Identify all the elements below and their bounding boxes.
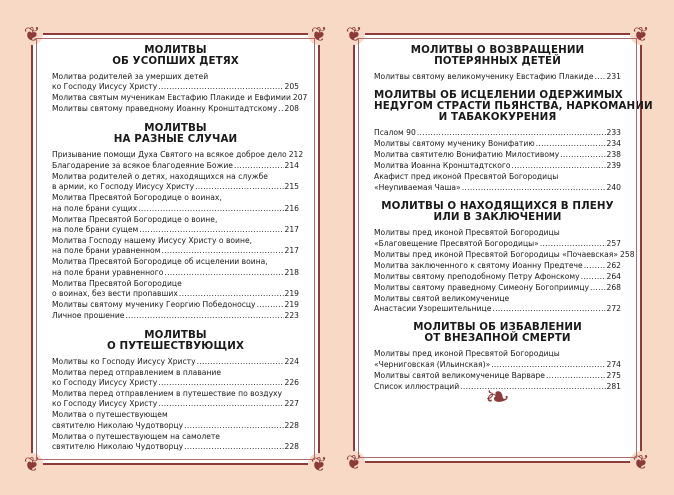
heading-line: И ТАБАКОКУРЕНИЯ xyxy=(438,111,557,124)
entry-title: Молитвы святому мученику Вонифатию xyxy=(374,139,535,149)
heading-line: МОЛИТВЫ xyxy=(144,121,207,134)
toc-entry[interactable] xyxy=(52,72,299,93)
dot-leader xyxy=(595,72,606,82)
entry-row xyxy=(52,161,299,171)
entry-row xyxy=(374,183,621,193)
entry-title: Благодарение за всякое благодеяние Божие xyxy=(52,160,233,170)
entry-title: Молитвы святой великомученице Варваре xyxy=(374,370,545,380)
section-heading xyxy=(374,322,621,344)
page-number: 216 xyxy=(284,203,299,213)
dot-leader xyxy=(138,204,283,214)
toc-section xyxy=(374,89,653,193)
entry-title: Молитва заключенного к святому Иоанну Предтече xyxy=(374,260,583,270)
entry-title: Молитва святым мученикам Евстафию Плакиде и Евфимии xyxy=(52,93,291,103)
toc-entry[interactable] xyxy=(52,161,299,171)
dot-leader xyxy=(590,283,606,293)
entry-title-line: Молитва о путешествующем на самолете xyxy=(52,431,220,441)
entry-title-line: Молитва родителей о детях, находящихся на службе xyxy=(52,171,268,181)
entry-row xyxy=(52,442,299,452)
entry-title: Псалом 90 xyxy=(374,128,416,138)
right-page xyxy=(345,22,653,474)
dot-leader xyxy=(512,161,606,171)
toc-section xyxy=(52,44,308,115)
toc-entry[interactable] xyxy=(374,272,621,282)
entry-row xyxy=(52,204,299,214)
corner-ornament-icon: ❦ xyxy=(343,451,365,473)
entry-row xyxy=(374,72,621,82)
entry-title-line: Молитва Пресвятой Богородице об исцелении воина, xyxy=(52,257,268,267)
heading-line: О ПУТЕШЕСТВУЮЩИХ xyxy=(107,339,244,352)
dot-leader xyxy=(492,304,605,314)
entry-row xyxy=(374,261,621,271)
heading-line: МОЛИТВЫ xyxy=(144,328,207,341)
toc-entry[interactable] xyxy=(52,432,299,453)
dot-leader xyxy=(560,150,605,160)
page-number: 217 xyxy=(284,246,299,256)
entry-row xyxy=(374,283,621,293)
entry-row xyxy=(52,357,299,367)
dot-leader xyxy=(158,378,283,388)
toc-entry[interactable] xyxy=(374,150,621,160)
page-number: 262 xyxy=(606,260,621,270)
entry-title-line: Акафист пред иконой Пресвятой Богородицы xyxy=(374,172,559,182)
toc-section xyxy=(52,330,299,453)
entry-title: «Благовещение Пресвятой Богородицы» xyxy=(374,238,539,248)
toc-entry[interactable] xyxy=(52,357,299,367)
heading-line: ИЛИ В ЗАКЛЮЧЕНИИ xyxy=(433,211,562,224)
toc-entry[interactable] xyxy=(52,236,299,257)
entry-title: Молитвы святому преподобному Петру Афонскому xyxy=(374,271,580,281)
toc-entry[interactable] xyxy=(52,257,299,278)
page-number: 239 xyxy=(606,161,621,171)
entry-row xyxy=(52,246,299,256)
heading-line: НА РАЗНЫЕ СЛУЧАИ xyxy=(113,132,238,145)
toc-entry[interactable] xyxy=(52,368,299,389)
page-number: 208 xyxy=(284,104,299,114)
page-number: 207 xyxy=(292,93,308,103)
entry-row xyxy=(374,249,635,260)
toc-entry[interactable] xyxy=(374,128,621,138)
corner-ornament-icon: ❦ xyxy=(308,23,330,45)
dot-leader xyxy=(164,268,283,278)
dot-leader xyxy=(536,139,606,149)
entry-row xyxy=(374,304,621,314)
dot-leader xyxy=(195,182,283,192)
toc-entry[interactable] xyxy=(374,228,621,249)
dot-leader xyxy=(125,311,283,321)
entry-title: Личное прошение xyxy=(52,311,125,321)
toc-section xyxy=(374,45,621,82)
section-heading xyxy=(374,89,653,124)
heading-line: НЕДУГОМ СТРАСТИ ПЬЯНСТВА, НАРКОМАНИИ xyxy=(374,100,653,113)
dot-leader xyxy=(161,246,283,256)
page-number: 219 xyxy=(284,300,299,310)
toc-entry[interactable] xyxy=(52,193,299,214)
entry-title-line: Молитва перед отправлением в плавание xyxy=(52,367,222,377)
toc-entry[interactable] xyxy=(374,249,635,260)
toc-right xyxy=(374,41,653,400)
dot-leader xyxy=(197,357,284,367)
page-number: 218 xyxy=(284,267,299,277)
entry-row xyxy=(52,82,299,92)
entry-title: Молитвы святому великомученику Евстафию Плакиде xyxy=(374,72,594,81)
dot-leader xyxy=(417,128,606,138)
entry-title: Молитвы святому праведному Иоанну Кронштадтскому xyxy=(52,104,278,114)
dot-leader xyxy=(139,225,283,235)
heading-line: ОТ ВНЕЗАПНОЙ СМЕРТИ xyxy=(424,332,571,345)
toc-entry[interactable] xyxy=(374,349,621,370)
entry-row xyxy=(374,272,621,282)
page-number: 212 xyxy=(288,149,304,159)
entry-title: Анастасии Узорешительнице xyxy=(374,304,492,314)
toc-left xyxy=(52,41,308,461)
toc-entry[interactable] xyxy=(52,279,299,300)
entry-title: Молитвы святому праведному Симеону Богоприимцу xyxy=(374,282,589,292)
page-number: 214 xyxy=(284,160,299,170)
corner-ornament-icon: ❦ xyxy=(21,23,43,45)
entry-title-line: Молитва о путешествующем xyxy=(52,410,168,420)
entry-row xyxy=(52,182,299,192)
page-number: 238 xyxy=(606,150,621,160)
heading-line: ОБ УСОПШИХ ДЕТЯХ xyxy=(112,55,239,67)
entry-row xyxy=(52,300,299,310)
toc-entry[interactable] xyxy=(374,294,621,315)
dot-leader xyxy=(462,183,606,193)
corner-ornament-icon: ❦ xyxy=(21,453,43,475)
page-number: 228 xyxy=(284,420,299,430)
entry-title: в армии, ко Господу Иисусу Христу xyxy=(52,182,195,192)
entry-title: Молитва святителю Вонифатию Милостивому xyxy=(374,150,560,160)
page-number: 224 xyxy=(284,356,299,366)
entry-title-line: Молитвы пред иконой Пресвятой Богородицы xyxy=(374,349,560,359)
entry-title: на поле брани сущих xyxy=(52,203,138,213)
entry-title-line: Молитвы святой великомученице xyxy=(374,293,510,303)
page-number: 272 xyxy=(606,304,621,314)
entry-title-line: Молитва Пресвятой Богородице о воине, xyxy=(52,214,218,224)
page-number: 231 xyxy=(606,72,621,81)
section-heading xyxy=(52,123,299,145)
entry-title: святителю Николаю Чудотворцу xyxy=(52,420,184,430)
page-number: 274 xyxy=(606,359,621,369)
heading-line: МОЛИТВЫ ОБ ИЗБАВЛЕНИИ xyxy=(413,321,582,334)
entry-row xyxy=(52,268,299,278)
entry-title: ко Господу Иисусу Христу xyxy=(52,82,158,92)
dot-leader xyxy=(540,239,606,249)
toc-entry[interactable] xyxy=(374,139,621,149)
toc-entry[interactable] xyxy=(374,172,621,193)
page-number: 205 xyxy=(284,82,299,92)
page-number: 219 xyxy=(284,289,299,299)
heading-line: МОЛИТВЫ xyxy=(144,44,207,56)
entry-row xyxy=(52,149,304,160)
entry-row xyxy=(52,378,299,388)
corner-ornament-icon: ❦ xyxy=(343,23,365,45)
heading-line: МОЛИТВЫ О ВОЗВРАЩЕНИИ xyxy=(410,44,585,56)
page-number: 257 xyxy=(606,238,621,248)
entry-title: Призывание помощи Духа Святого на всякое доброе дело xyxy=(52,149,287,159)
dot-leader xyxy=(234,161,284,171)
entry-title: ко Господу Иисусу Христу xyxy=(52,378,158,388)
toc-entry[interactable] xyxy=(52,311,299,321)
entry-title: Список иллюстраций xyxy=(374,381,460,391)
floral-ornament-icon: ❧ xyxy=(484,380,511,415)
entry-title: «Черниговская (Ильинская)» xyxy=(374,359,491,369)
page-number: 258 xyxy=(620,249,635,259)
entry-row xyxy=(374,139,621,149)
page-number: 275 xyxy=(606,370,621,380)
entry-title-line: Молитва Пресвятой Богородице о воинах, xyxy=(52,193,222,203)
page-number: 217 xyxy=(284,225,299,235)
entry-title: Молитвы ко Господу Иисусу Христу xyxy=(52,356,196,366)
entry-row xyxy=(52,311,299,321)
entry-row xyxy=(52,93,308,103)
dot-leader xyxy=(158,399,283,409)
entry-title-line: Молитва перед отправлением в путешествие по воздуху xyxy=(52,389,283,399)
toc-entry[interactable] xyxy=(52,410,299,431)
toc-entry[interactable] xyxy=(52,104,299,114)
entry-title: о воинах, без вести пропавших xyxy=(52,289,178,299)
entry-title: Молитвы святому мученику Георгию Победоносцу xyxy=(52,300,256,310)
page-number: 215 xyxy=(284,182,299,192)
dot-leader xyxy=(546,371,606,381)
dot-leader xyxy=(584,261,606,271)
entry-row xyxy=(374,161,621,171)
entry-row xyxy=(374,360,621,370)
page-number: 264 xyxy=(606,271,621,281)
toc-section xyxy=(52,121,304,322)
dot-leader xyxy=(158,82,283,92)
page-number: 281 xyxy=(606,381,621,391)
dot-leader xyxy=(491,360,605,370)
corner-ornament-icon: ❦ xyxy=(308,453,330,475)
left-page xyxy=(23,22,328,476)
dot-leader xyxy=(581,272,606,282)
heading-line: МОЛИТВЫ ОБ ИСЦЕЛЕНИИ ОДЕРЖИМЫХ xyxy=(374,89,623,102)
section-heading xyxy=(374,201,621,223)
section-heading xyxy=(52,45,299,67)
page-number: 268 xyxy=(606,282,621,292)
entry-row xyxy=(52,289,299,299)
toc-section xyxy=(374,200,635,314)
heading-line: ПОТЕРЯННЫХ ДЕТЕЙ xyxy=(434,55,561,67)
entry-row xyxy=(374,239,621,249)
dot-leader xyxy=(460,382,605,392)
toc-entry[interactable] xyxy=(374,283,621,293)
entry-title-line: Молитва Господу нашему Иисусу Христу о воине, xyxy=(52,236,253,246)
heading-line: МОЛИТВЫ О НАХОДЯЩИХСЯ В ПЛЕНУ xyxy=(381,200,614,213)
entry-title-line: Молитва Пресвятой Богородице xyxy=(52,278,182,288)
page-number: 227 xyxy=(284,399,299,409)
dot-leader xyxy=(257,300,284,310)
entry-title: на поле брани уравненном xyxy=(52,246,161,256)
page-number: 234 xyxy=(606,139,621,149)
entry-row xyxy=(52,104,299,114)
section-heading xyxy=(52,330,299,352)
entry-title: Молитвы пред иконой Пресвятой Богородицы «Почаевская» xyxy=(374,249,619,259)
dot-leader xyxy=(179,289,284,299)
entry-title: святителю Николаю Чудотворцу xyxy=(52,442,184,452)
entry-row xyxy=(374,150,621,160)
entry-row xyxy=(52,399,299,409)
entry-title: на поле брани сущем xyxy=(52,225,139,235)
page-number: 226 xyxy=(284,378,299,388)
toc-entry[interactable] xyxy=(374,72,621,82)
page-number: 228 xyxy=(284,442,299,452)
toc-entry[interactable] xyxy=(374,261,621,271)
dot-leader xyxy=(184,442,283,452)
toc-entry[interactable] xyxy=(52,149,304,160)
page-number: 223 xyxy=(284,311,299,321)
corner-ornament-icon: ❦ xyxy=(630,451,652,473)
toc-entry[interactable] xyxy=(52,389,299,410)
page-number: 240 xyxy=(606,182,621,192)
entry-title: на поле брани уравненного xyxy=(52,267,164,277)
entry-row xyxy=(52,225,299,235)
toc-entry[interactable] xyxy=(374,161,621,171)
entry-title: Молитва Иоанна Кронштадтского xyxy=(374,161,511,171)
entry-row xyxy=(52,421,299,431)
entry-title: ко Господу Иисусу Христу xyxy=(52,399,158,409)
entry-title: «Неупиваемая Чаша» xyxy=(374,182,461,192)
entry-title-line: Молитва родителей за умерших детей xyxy=(52,72,209,81)
dot-leader xyxy=(184,421,283,431)
page-number: 233 xyxy=(606,128,621,138)
entry-title-line: Молитвы пред иконой Пресвятой Богородицы xyxy=(374,228,560,238)
toc-entry[interactable] xyxy=(52,93,308,103)
toc-entry[interactable] xyxy=(52,215,299,236)
toc-entry[interactable] xyxy=(52,172,299,193)
toc-entry[interactable] xyxy=(52,300,299,310)
dot-leader xyxy=(278,104,283,114)
corner-ornament-icon: ❦ xyxy=(630,23,652,45)
section-heading xyxy=(374,45,621,67)
entry-row xyxy=(374,128,621,138)
